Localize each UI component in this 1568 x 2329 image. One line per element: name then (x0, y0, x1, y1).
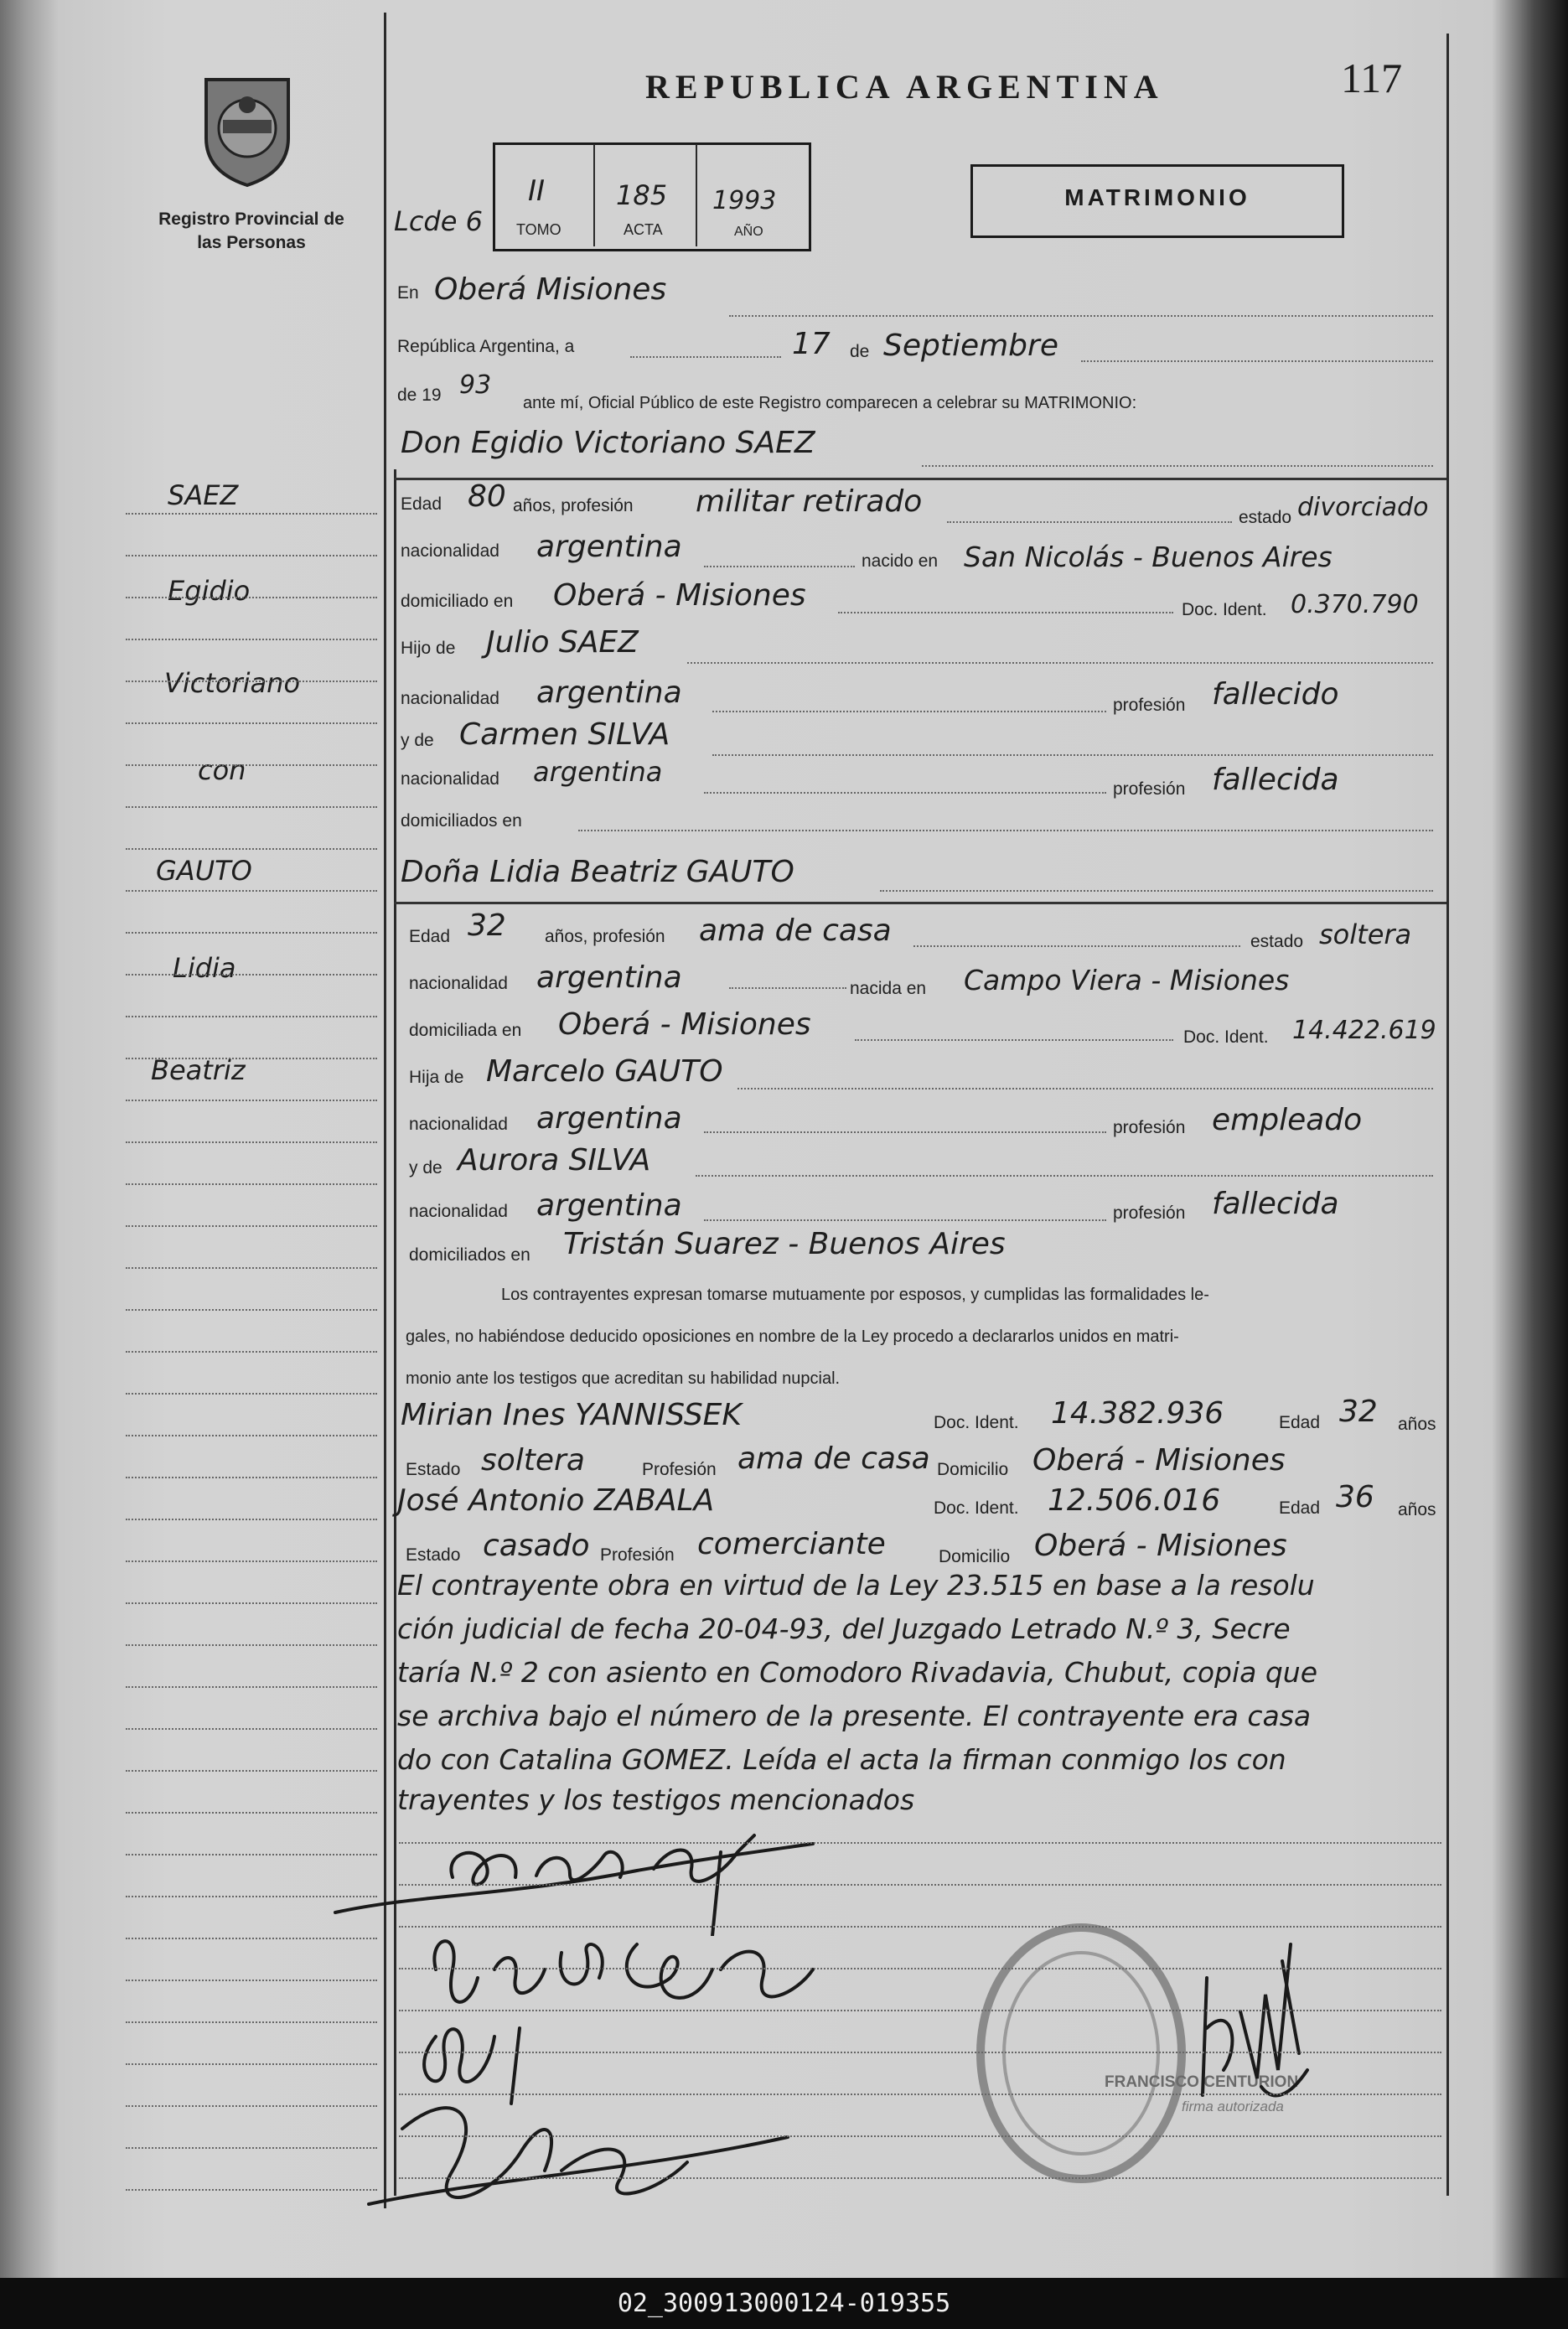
groom-signature (318, 1819, 838, 1936)
bride-birthplace: Campo Viera - Misiones (964, 964, 1290, 996)
ruled-line (126, 2021, 377, 2023)
groom-doc: 0.370.790 (1291, 590, 1419, 619)
doc-label: Doc. Ident. (1182, 600, 1267, 619)
bride-doc: 14.422.619 (1292, 1016, 1436, 1045)
official-signature (1182, 1928, 1316, 2145)
ruled-line (126, 2147, 377, 2149)
groom-age: 80 (468, 479, 506, 514)
domiciliado-label: domiciliado en (401, 592, 514, 611)
ruled-line (126, 639, 377, 640)
month: Septiembre (883, 329, 1058, 363)
republica-label: República Argentina, a (397, 337, 575, 356)
witness1-status: soltera (481, 1443, 585, 1478)
tomo-value: II (528, 174, 546, 208)
anio-label: AÑO (734, 225, 763, 239)
ruled-line (126, 1770, 377, 1772)
ruled-line (126, 722, 377, 724)
ruled-line (126, 848, 377, 850)
witness1-estado-label: Estado (406, 1460, 461, 1479)
note-line: ción judicial de fecha 20-04-93, del Juzgado Letrado N.º 3, Secre (397, 1612, 1291, 1645)
nacida-label: nacida en (850, 979, 927, 998)
mother-profesion-label: profesión (1113, 779, 1186, 799)
official-subtitle: firma autorizada (1182, 2099, 1284, 2114)
ruled-line (126, 764, 377, 766)
note-line: trayentes y los testigos mencionados (397, 1783, 915, 1816)
margin-entry: Victoriano (164, 667, 301, 699)
ruled-line (126, 1477, 377, 1478)
ruled-line (126, 1938, 377, 1939)
domiciliados-label: domiciliados en (401, 811, 522, 831)
ruled-line (126, 1686, 377, 1688)
official-name: FRANCISCO CENTURION (1105, 2073, 1299, 2091)
ruled-line (126, 555, 377, 556)
bride-nationality: argentina (536, 960, 682, 995)
bride-father-profession: empleado (1212, 1103, 1363, 1137)
witness1-profesion-label: Profesión (642, 1460, 717, 1479)
note-line: do con Catalina GOMEZ. Leída el acta la firman conmigo los con (397, 1743, 1286, 1776)
margin-entry: GAUTO (156, 855, 252, 887)
groom-profession: militar retirado (696, 484, 923, 519)
ruled-line (126, 806, 377, 808)
day: 17 (792, 327, 831, 361)
groom-mother: Carmen SILVA (459, 717, 670, 752)
ruled-line (126, 1435, 377, 1436)
ruled-line (126, 1393, 377, 1395)
bride-profession: ama de casa (699, 913, 892, 948)
bride-doc-label: Doc. Ident. (1183, 1027, 1269, 1047)
groom-status: divorciado (1297, 493, 1429, 522)
groom-father-nationality: argentina (536, 675, 682, 710)
acta-value: 185 (616, 179, 668, 211)
official-stamp (972, 1915, 1190, 2192)
nacido-label: nacido en (862, 551, 939, 571)
bride-domiciliados-label: domiciliados en (409, 1245, 530, 1265)
bride-mother-profesion-label: profesión (1113, 1203, 1186, 1223)
declaration-line: monio ante los testigos que acreditan su habilidad nupcial. (406, 1369, 841, 1388)
witness2-doc-label: Doc. Ident. (934, 1498, 1019, 1518)
ruled-line (126, 1602, 377, 1604)
witness2-profession: comerciante (697, 1527, 886, 1561)
acta-label: ACTA (624, 221, 663, 238)
ruled-line (126, 1519, 377, 1520)
bride-parents-domicile: Tristán Suarez - Buenos Aires (563, 1227, 1006, 1261)
groom-name: Don Egidio Victoriano SAEZ (401, 426, 815, 460)
groom-nationality: argentina (536, 530, 682, 564)
witness2-edad-label: Edad (1279, 1498, 1321, 1518)
act-type: MATRIMONIO (1064, 184, 1250, 210)
ruled-line (126, 974, 377, 976)
ruled-line (126, 1016, 377, 1017)
note-line: se archiva bajo el número de la presente. El contrayente era casa (397, 1700, 1312, 1732)
witness2-age: 36 (1336, 1480, 1374, 1514)
yde-label: y de (401, 731, 434, 750)
ruled-line (126, 2189, 377, 2191)
margin-entry: con (198, 754, 246, 786)
ruled-line (126, 1728, 377, 1730)
witness1-name: Mirian Ines YANNISSEK (401, 1398, 743, 1432)
bride-domicile: Oberá - Misiones (558, 1007, 811, 1042)
bride-age: 32 (468, 908, 506, 943)
country-title: REPUBLICA ARGENTINA (645, 68, 1164, 106)
witness1-edad-label: Edad (1279, 1413, 1321, 1432)
ruled-line (126, 1267, 377, 1269)
ruled-line (126, 1141, 377, 1143)
bride-status: soltera (1319, 919, 1412, 950)
ruled-line (126, 1351, 377, 1353)
domiciliada-label: domiciliada en (409, 1021, 522, 1040)
section-rule (394, 478, 1446, 480)
ruled-line (126, 932, 377, 934)
register-divider (696, 144, 697, 246)
ruled-line (126, 1100, 377, 1101)
groom-father: Julio SAEZ (486, 625, 639, 660)
father-nationality-label: nacionalidad (401, 689, 499, 708)
groom-father-profession: fallecido (1212, 677, 1339, 712)
father-profesion-label: profesión (1113, 696, 1186, 715)
ruled-line (399, 2010, 1441, 2011)
left-text-rule (394, 469, 396, 2196)
anos-profesion-label: años, profesión (513, 496, 634, 515)
witness1-doc: 14.382.936 (1051, 1396, 1224, 1431)
groom-mother-nationality: argentina (533, 756, 663, 788)
ruled-line (399, 1842, 1441, 1844)
ruled-line (126, 1183, 377, 1185)
ruled-line (399, 1968, 1441, 1969)
ruled-line (126, 1560, 377, 1562)
register-divider (593, 144, 595, 246)
witness2-status: casado (483, 1529, 590, 1563)
ruled-line (126, 890, 377, 892)
bride-father: Marcelo GAUTO (486, 1054, 723, 1089)
bride-mother-nat-label: nacionalidad (409, 1202, 508, 1221)
bride-mother-profession: fallecida (1212, 1187, 1339, 1221)
witness1-domicile: Oberá - Misiones (1032, 1443, 1286, 1478)
ruled-line (126, 2105, 377, 2107)
note-line: El contrayente obra en virtud de la Ley 23.515 en base a la resolu (397, 1569, 1315, 1602)
witness1-doc-label: Doc. Ident. (934, 1413, 1019, 1432)
tomo-label: TOMO (516, 221, 561, 238)
bride-mother-nationality: argentina (536, 1188, 682, 1223)
registry-seal (198, 71, 297, 189)
place: Oberá Misiones (434, 272, 667, 307)
bride-father-nat-label: nacionalidad (409, 1115, 508, 1134)
witness1-age: 32 (1339, 1395, 1378, 1429)
en-label: En (397, 283, 419, 303)
witness2-estado-label: Estado (406, 1545, 461, 1565)
anio-value: 1993 (712, 186, 777, 215)
bride-father-nationality: argentina (536, 1101, 682, 1136)
ruled-line (399, 1926, 1441, 1928)
witness2-doc: 12.506.016 (1048, 1483, 1221, 1518)
year-suffix: 93 (459, 370, 492, 400)
groom-mother-profession: fallecida (1212, 763, 1339, 797)
witness-signatures (352, 2003, 821, 2221)
witness2-name: José Antonio ZABALA (397, 1483, 715, 1518)
margin-entry: Beatriz (151, 1054, 246, 1086)
declaration-line: Los contrayentes expresan tomarse mutuamente por esposos, y cumplidas las formalidades le- (501, 1286, 1209, 1304)
witness2-anos-label: años (1398, 1500, 1436, 1519)
witness1-profession: ama de casa (737, 1441, 930, 1476)
note-line: taría N.º 2 con asiento en Comodoro Rivadavia, Chubut, copia que (397, 1656, 1318, 1689)
edad-label: Edad (401, 494, 442, 514)
registry-name: Registro Provincial de las Personas (158, 210, 344, 252)
bride-mother: Aurora SILVA (458, 1143, 651, 1177)
book-note: Lcde 6 (394, 205, 483, 237)
de-label: de (850, 342, 870, 361)
ruled-line (399, 2052, 1441, 2053)
witness1-domicilio-label: Domicilio (937, 1460, 1009, 1479)
ruled-line (126, 2063, 377, 2065)
bride-nacionalidad-label: nacionalidad (409, 974, 508, 993)
ruled-line (399, 2135, 1441, 2137)
ruled-line (126, 681, 377, 682)
margin-entry: SAEZ (168, 479, 239, 511)
bride-edad-label: Edad (409, 927, 451, 946)
witness2-domicile: Oberá - Misiones (1034, 1529, 1287, 1563)
year-prefix: de 19 (397, 386, 442, 405)
scan-id: 02_300913000124-019355 (0, 2278, 1568, 2329)
ante-text: ante mí, Oficial Público de este Registro comparecen a celebrar su MATRIMONIO: (523, 394, 1137, 412)
page-number: 117 (1341, 54, 1403, 101)
ruled-line (399, 2094, 1441, 2095)
right-text-rule (1446, 34, 1449, 2196)
ruled-line (126, 513, 377, 515)
ruled-line (126, 1980, 377, 1981)
witness2-domicilio-label: Domicilio (939, 1547, 1011, 1566)
ruled-line (399, 2177, 1441, 2179)
ruled-line (399, 1884, 1441, 1886)
groom-birthplace: San Nicolás - Buenos Aires (964, 541, 1333, 573)
margin-entry: Egidio (168, 575, 251, 607)
ruled-line (126, 1058, 377, 1059)
section-rule (394, 902, 1446, 904)
groom-domicile: Oberá - Misiones (553, 578, 806, 613)
estado-label: estado (1239, 508, 1292, 527)
mother-nationality-label: nacionalidad (401, 769, 499, 789)
margin-entry: Lidia (173, 952, 236, 984)
declaration-line: gales, no habiéndose deducido oposiciones en nombre de la Ley procedo a declararlos unidos en matri- (406, 1328, 1179, 1346)
bride-anos-profesion-label: años, profesión (545, 927, 665, 946)
ruled-line (126, 1812, 377, 1814)
bride-father-profesion-label: profesión (1113, 1118, 1186, 1137)
witness1-anos-label: años (1398, 1415, 1436, 1434)
ruled-line (126, 597, 377, 598)
witness2-profesion-label: Profesión (600, 1545, 675, 1565)
hijo-label: Hijo de (401, 639, 456, 658)
bride-name: Doña Lidia Beatriz GAUTO (401, 855, 794, 889)
bride-yde-label: y de (409, 1158, 442, 1177)
hija-label: Hija de (409, 1068, 464, 1087)
bride-estado-label: estado (1250, 932, 1304, 951)
nacionalidad-label: nacionalidad (401, 541, 499, 561)
ruled-line (126, 1309, 377, 1311)
ruled-line (126, 1644, 377, 1646)
ruled-line (126, 1225, 377, 1227)
